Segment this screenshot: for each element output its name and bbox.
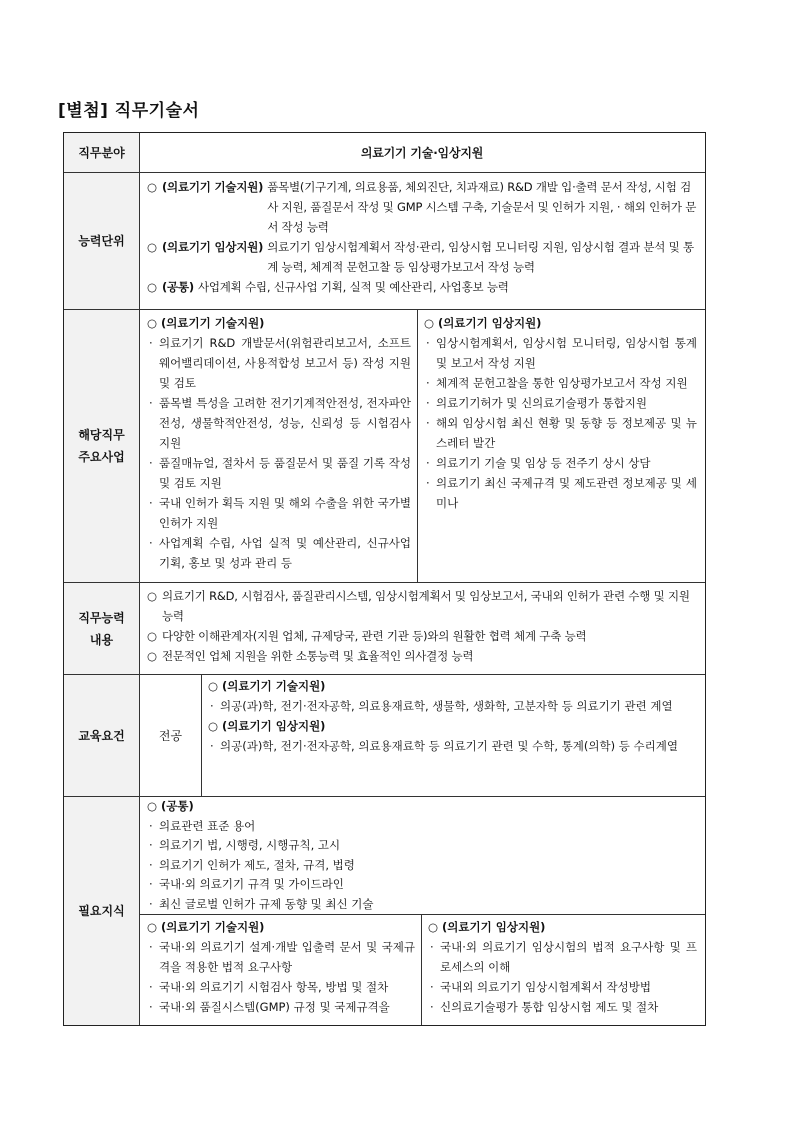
header-competency [64,583,140,674]
knowledge-common-heading [147,797,697,817]
header-line: 해당직무 [78,428,125,442]
heading-text: (의료기기 임상지원) [438,316,542,330]
education-tech-list [208,696,697,716]
knowledge-clinical-support [422,915,705,1025]
row-ability-units [64,173,705,310]
ability-unit-text: 품목별(기구기계, 의료용품, 체외진단, 치과재료) R&D 개발 입·출력 문서 작성, 시험 검사 지원, 품질문서 작성 및 GMP 시스템 구축, 기술문서 및 인허가 지원, · 해외 인허가 문서 작성 능력 [267,180,697,234]
row-job-field [64,133,705,173]
header-main-duties [64,310,140,582]
circle-bullet-icon: ○ [208,679,223,693]
list-item: · 국내·외 의료기기 시험검사 항목, 방법 및 절차 [147,977,415,997]
circle-bullet-icon: ○ [208,719,223,733]
duties-tech-heading [147,313,411,333]
competency-text: 다양한 이해관계자(지원 업체, 규제당국, 관련 기관 등)와의 원활한 협력 체계 구축 능력 [162,629,587,643]
knowledge-clinical-heading [428,917,697,937]
list-item: · 의공(과)학, 전기·전자공학, 의료용재료학, 생물학, 생화학, 고분자학 등 의료기기 관련 계열 [208,696,697,716]
duties-clinical-list [424,333,697,513]
competency-item [147,626,697,646]
list-item: · 국내·외 의료기기 설계·개발 입출력 문서 및 국제규격을 적용한 법적 요구사항 [147,937,415,977]
knowledge-common-list [147,817,697,915]
ability-unit-item [147,277,697,297]
header-knowledge: 필요지식 [64,797,140,1025]
list-item: · 국내 인허가 획득 지원 및 해외 수출을 위한 국가별 인허가 지원 [147,493,411,533]
header-line: 직무능력 [78,610,125,625]
job-description-table [63,132,706,1026]
row-education [64,675,705,797]
list-item: · 최신 글로벌 인허가 규제 동향 및 최신 기술 [147,895,697,915]
list-item: · 품목별 특성을 고려한 전기기계적안전성, 전자파안전성, 생물학적안전성, 성능, 신뢰성 등 시험검사 지원 [147,393,411,453]
circle-bullet-icon: ○ [147,240,157,254]
duties-tech-list [147,333,411,573]
ability-unit-label: (공통) [162,280,194,294]
header-job-field: 직무분야 [64,133,140,172]
list-item: · 국내·외 의료기기 규격 및 가이드라인 [147,875,697,895]
list-item: · 국내·외 의료기기 임상시험의 법적 요구사항 및 프로세스의 이해 [428,937,697,977]
knowledge-common [140,797,705,915]
list-item: · 임상시험계획서, 임상시험 모니터링, 임상시험 통계 및 보고서 작성 지원 [424,333,697,373]
heading-text: (공통) [161,799,194,813]
duties-clinical-heading [424,313,697,333]
education-content [202,675,705,796]
education-clinical-list [208,736,697,756]
competency-item [147,646,697,666]
duties-tech-support [140,310,418,582]
list-item: · 해외 임상시험 최신 현황 및 동향 등 정보제공 및 뉴스레터 발간 [424,413,697,453]
row-knowledge [64,797,705,1025]
heading-text: (의료기기 기술지원) [161,316,265,330]
ability-units-content [140,173,705,309]
heading-text: (의료기기 임상지원) [442,920,546,934]
competency-text: 의료기기 R&D, 시험검사, 품질관리시스템, 임상시험계획서 및 임상보고서, 국내외 인허가 관련 수행 및 지원 능력 [162,589,690,623]
circle-bullet-icon: ○ [147,649,157,663]
list-item: · 국내·외 품질시스템(GMP) 규정 및 국제규격을 [147,997,415,1017]
page-title: [별첨] 직무기술서 [58,101,200,121]
list-item: · 국내외 의료기기 임상시험계획서 작성방법 [428,977,697,997]
list-item: · 의료기기 인허가 제도, 절차, 규격, 법령 [147,856,697,876]
list-item: · 의료기기허가 및 신의료기술평가 통합지원 [424,393,697,413]
ability-unit-text: 의료기기 임상시험계획서 작성·관리, 임상시험 모니터링 지원, 임상시험 결과 분석 및 통계 능력, 체계적 문헌고찰 등 임상평가보고서 작성 능력 [267,240,694,274]
header-line: 주요사업 [78,450,125,464]
list-item: · 사업계획 수립, 사업 실적 및 예산관리, 신규사업 기획, 홍보 및 성과 관리 등 [147,533,411,573]
list-item: · 품질매뉴얼, 절차서 등 품질문서 및 품질 기록 작성 및 검토 지원 [147,453,411,493]
row-competency [64,583,705,675]
ability-unit-label: (의료기기 기술지원) [162,180,264,194]
education-tech-heading [208,676,697,696]
ability-unit-label: (의료기기 임상지원) [162,240,264,254]
row-main-duties [64,310,705,583]
list-item: · 의공(과)학, 전기·전자공학, 의료용재료학 등 의료기기 관련 및 수학, 통계(의학) 등 수리계열 [208,736,697,756]
header-ability-units: 능력단위 [64,173,140,309]
list-item: · 의료기기 R&D 개발문서(위험관리보고서, 소프트웨어밸리데이션, 사용적합성 보고서 등) 작성 지원 및 검토 [147,333,411,393]
circle-bullet-icon: ○ [147,799,162,813]
knowledge-tech-support [140,915,422,1025]
circle-bullet-icon: ○ [147,316,162,330]
education-clinical-heading [208,716,697,736]
circle-bullet-icon: ○ [147,589,157,603]
circle-bullet-icon: ○ [147,280,157,294]
heading-text: (의료기기 기술지원) [161,920,265,934]
header-education: 교육요건 [64,675,140,796]
circle-bullet-icon: ○ [147,180,157,194]
knowledge-clinical-list [428,937,697,1017]
list-item: · 의료관련 표준 용어 [147,817,697,837]
ability-unit-item [147,177,697,237]
list-item: · 의료기기 최신 국제규격 및 제도관련 정보제공 및 세미나 [424,473,697,513]
header-line: 내용 [89,632,114,647]
list-item: · 체계적 문헌고찰을 통한 임상평가보고서 작성 지원 [424,373,697,393]
duties-clinical-support [418,310,705,582]
knowledge-tech-heading [147,917,415,937]
competency-text: 전문적인 업체 지원을 위한 소통능력 및 효율적인 의사결정 능력 [162,649,474,663]
heading-text: (의료기기 임상지원) [222,719,326,733]
knowledge-tech-list [147,937,415,1017]
ability-unit-item [147,237,697,277]
competency-content [140,583,705,674]
job-field-value: 의료기기 기술·임상지원 [360,145,484,160]
list-item: · 의료기기 기술 및 임상 등 전주기 상시 상담 [424,453,697,473]
circle-bullet-icon: ○ [147,629,157,643]
heading-text: (의료기기 기술지원) [222,679,326,693]
circle-bullet-icon: ○ [424,316,439,330]
circle-bullet-icon: ○ [147,920,162,934]
circle-bullet-icon: ○ [428,920,443,934]
list-item: · 신의료기술평가 통합 임상시험 제도 및 절차 [428,997,697,1017]
education-major-label: 전공 [140,675,202,796]
ability-unit-text: 사업계획 수립, 신규사업 기획, 실적 및 예산관리, 사업홍보 능력 [197,280,509,294]
competency-item [147,586,697,626]
list-item: · 의료기기 법, 시행령, 시행규칙, 고시 [147,836,697,856]
